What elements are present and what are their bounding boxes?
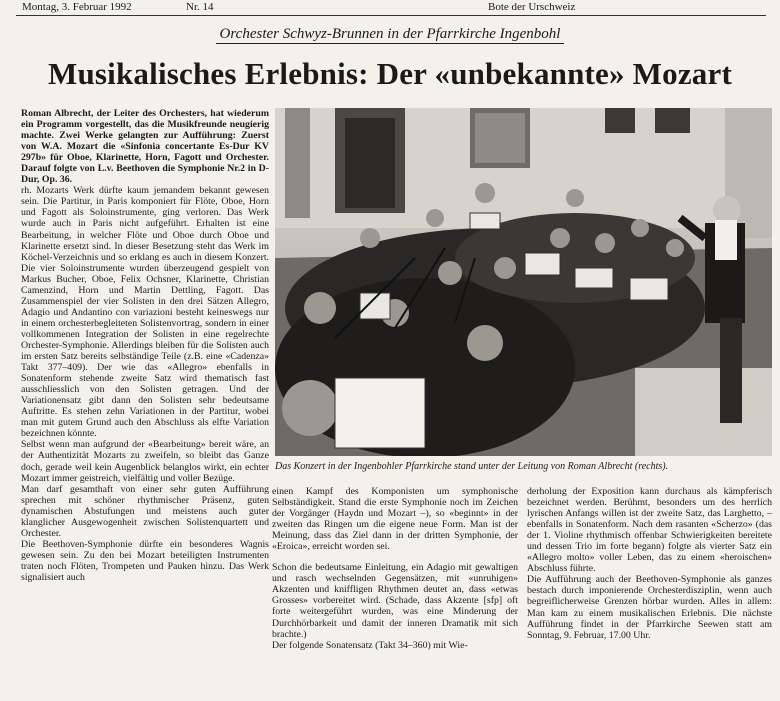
body-paragraph: Schon die bedeutsame Einleitung, ein Adagio mit gewaltigen und rasch wechselnden Gegensätzen, mit «unruhigen» Akzenten und kniffligen Rhythmen deutet an, dass «etwas Grosses» vorbereitet wird. (Schade, dass Akzente [sfp] oft forte weitergeführt wurden, was eine Minderung der Durchhörbarkeit und damit der inneren Dramatik mit sich brachte.) xyxy=(272,562,518,640)
kicker-text: Orchester Schwyz-Brunnen in der Pfarrkirche Ingenbohl xyxy=(216,26,565,44)
body-paragraph: Man darf gesamthaft von einer sehr guten Aufführung sprechen mit schöner rhythmischer Präsenz, guten dynamischen Abstufungen und meistens auch guter klanglicher Ausgewogenheit zwischen Solistenquartett und Orchester. xyxy=(21,483,269,539)
body-paragraph: Der folgende Sonatensatz (Takt 34–360) mit Wie- xyxy=(272,639,468,651)
column-1 xyxy=(21,108,269,686)
orchestra-photo-illustration xyxy=(275,108,772,456)
photo-caption: Das Konzert in der Ingenbohler Pfarrkirche stand unter der Leitung von Roman Albrecht (rechts). xyxy=(275,461,669,472)
body-paragraph: Selbst wenn man aufgrund der «Bearbeitung» bereit wäre, an der Authentizität Mozarts zu zweifeln, so bleibt das Ganze doch, gerade weil kein Augenblick belanglos wirkt, ein echter Mozart immer geistreich, vielfältig und voller Bezüge. xyxy=(21,439,269,484)
issue-number: Nr. 14 xyxy=(186,1,214,13)
kicker xyxy=(0,26,780,44)
publication-name: Bote der Urschweiz xyxy=(488,1,576,13)
body-paragraph: rh. Mozarts Werk dürfte kaum jemandem bekannt gewesen sein. Die Partitur, in Paris komponiert für Flöte, Oboe, Horn und Fagott als Soloinstrumente, ging verloren. Das Werk wurde auch in Paris nicht aufgeführt. Erhalten ist eine Bearbeitung, in welcher Flöte und Oboe durch Oboe und Klarinette ersetzt sind. In dieser Besetzung steht das Werk im Köchel-Verzeichnis und so erklang es auch in diesem Konzert. Die vier Soloinstrumente wurden überzeugend gespielt von Markus Bucher, Oboe, Felix Ochsner, Klarinette, Christian Camenzind, Horn und Martin Dettling, Fagott. Das Zusammenspiel der vier Solisten in den drei Sätzen Allegro, Adagio und Andantino con variazioni besteht keineswegs nur in einem orchesterbegleiteten Solistenvortrag, sondern in einer vollkommenen Integration der Solisten in eine regelrechte Orchester-Symphonie. Allerdings bleiben für die Solisten auch im ersten Satz bereits selbständige Teile (z.B. eine «Cadenza» Takt 377–409). Der wie das «Allegro» ebenfalls in Sonatenform stehende zweite Satz wird thematisch fast ausschliesslich von den Solisten getragen. Und der Variationensatz gibt dann den Solisten sehr bedeutsame Auftritte. Es stehen zehn Variationen in der Partitur, wobei man mit gutem Grund auch den Abschluss als elfte Variation bezeichnen könnte. xyxy=(21,185,269,440)
page-header xyxy=(16,0,766,14)
column-2 xyxy=(272,486,518,686)
lead-paragraph: Roman Albrecht, der Leiter des Orchesters, hat wiederum ein Programm vorgestellt, das die Musikfreunde neugierig machte. Zwei Werke gelangten zur Aufführung: Zuerst von W.A. Mozart die «Sinfonia concertante Es-Dur KV 297b» für Oboe, Klarinette, Horn, Fagott und Orchester. Darauf folgte von L.v. Beethoven die Symphonie Nr.2 in D-Dur, Op. 36. xyxy=(21,108,269,186)
concert-photo xyxy=(275,108,772,456)
body-paragraph: derholung der Exposition kann durchaus als kämpferisch bezeichnet werden. Berühmt, besonders um des herrlich lyrischen Anfangs willen ist der zweite Satz, das Larghetto, – ebenfalls in Sonatenform. Nach dem rasanten «Scherzo» (das der 1. Violine rhythmisch offenbar Schwierigkeiten bereitete und dessen Trio im forte begann) folgte als vierter Satz ein «Allegro molto» voller Leben, das zu einem «heroischen» Abschluss führte. xyxy=(527,486,772,575)
body-paragraph: Die Beethoven-Symphonie dürfte ein besonderes Wagnis gewesen sein. Zu den bei Mozart beteiligten Instrumenten traten noch Flöten, Trompeten und Pauken hinzu. Das Werk signalisiert auch xyxy=(21,538,269,583)
header-rule xyxy=(16,15,766,16)
issue-date: Montag, 3. Februar 1992 xyxy=(22,1,132,13)
body-paragraph: Die Aufführung auch der Beethoven-Symphonie als ganzes bestach durch imponierende Orchesterdisziplin, wenn auch begreiflicherweise Grenzen hörbar wurden. Alles in allem: Man kam zu einem musikalischen Erlebnis. Die nächste Aufführung findet in der Pfarrkirche Seewen statt am Sonntag, 9. Februar, 17.00 Uhr. xyxy=(527,574,772,641)
body-paragraph: einen Kampf des Komponisten um symphonische Selbständigkeit. Stand die erste Symphonie noch im Zeichen der Vorgänger (Haydn und Mozart –), so «beginnt» in der zweiten das Ringen um die eigene neue Form. Man ist der Meinung, dass das Ziel dann in der dritten Symphonie, der «Eroica», erreicht worden sei. xyxy=(272,486,518,553)
headline: Musikalisches Erlebnis: Der «unbekannte» Mozart xyxy=(48,56,732,91)
column-3 xyxy=(527,486,772,686)
